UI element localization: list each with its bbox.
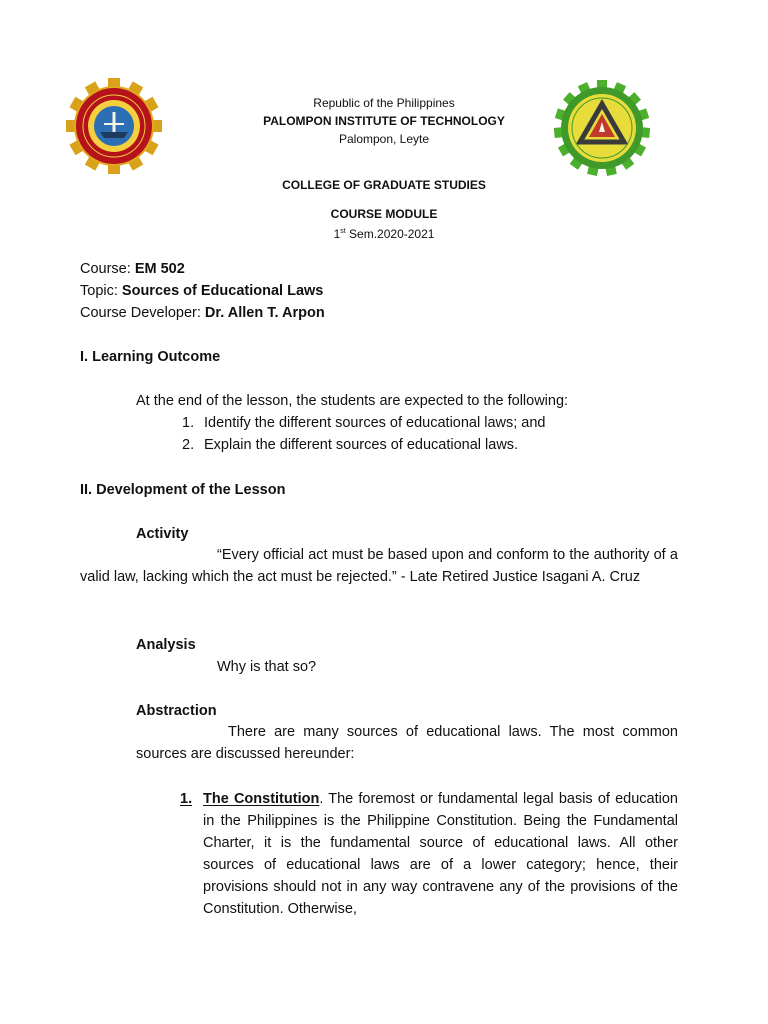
constitution-text: . The foremost or fundamental legal basis of education in the Philippines is the Philippine Constitution. Being the Fundamental Charter, it is the fundamental source of educational laws. All other sources of educational laws are of a lower category; hence, their provisions should not in any way contravene any of the provisions of the Constitution. Otherwise,	[203, 791, 678, 917]
list-number: 1.	[182, 415, 195, 431]
topic-label: Topic:	[80, 283, 122, 299]
college-name: COLLEGE OF GRADUATE STUDIES	[282, 178, 486, 192]
list-text: Explain the different sources of educational laws.	[204, 437, 519, 453]
semester-line	[0, 224, 768, 242]
list-text: Identify the different sources of educational laws; and	[204, 415, 546, 431]
constitution-number-text: 1.	[180, 791, 193, 807]
learning-outcome-heading: I. Learning Outcome	[80, 349, 221, 365]
learning-outcome-intro: At the end of the lesson, the students are expected to the following:	[136, 393, 569, 409]
developer-line	[80, 302, 325, 324]
constitution-title: The Constitution	[203, 791, 320, 807]
institute-name: PALOMPON INSTITUTE OF TECHNOLOGY	[263, 114, 505, 128]
semester-number: 1	[333, 227, 341, 241]
course-value: EM 502	[134, 261, 185, 277]
republic-line: Republic of the Philippines	[313, 96, 455, 110]
semester-suffix: st	[340, 228, 346, 235]
module-label: COURSE MODULE	[330, 207, 438, 221]
list-number: 2.	[182, 437, 195, 453]
development-heading: II. Development of the Lesson	[80, 482, 286, 498]
institute-location: Palompon, Leyte	[338, 132, 430, 146]
topic-line	[80, 280, 323, 302]
activity-quote: “Every official act must be based upon and conform to the authority of a valid law, lacking which the act must be rejected.” - Late Retired Justice Isagani A. Cruz	[80, 547, 678, 585]
developer-label: Course Developer:	[80, 305, 205, 321]
abstraction-heading: Abstraction	[136, 703, 217, 719]
list-item	[182, 412, 662, 434]
semester-year: Sem.2020-2021	[345, 227, 435, 241]
course-label: Course:	[80, 261, 135, 277]
analysis-heading: Analysis	[136, 637, 196, 653]
activity-heading: Activity	[136, 526, 189, 542]
constitution-number	[180, 788, 192, 810]
developer-value: Dr. Allen T. Arpon	[204, 305, 325, 321]
course-line	[80, 258, 185, 280]
constitution-paragraph	[203, 788, 678, 920]
analysis-text: Why is that so?	[217, 659, 317, 675]
learning-outcome-list	[182, 412, 662, 456]
topic-value: Sources of Educational Laws	[121, 283, 324, 299]
list-item	[182, 434, 662, 456]
abstraction-text: There are many sources of educational laws. The most common sources are discussed hereunder:	[136, 724, 678, 762]
